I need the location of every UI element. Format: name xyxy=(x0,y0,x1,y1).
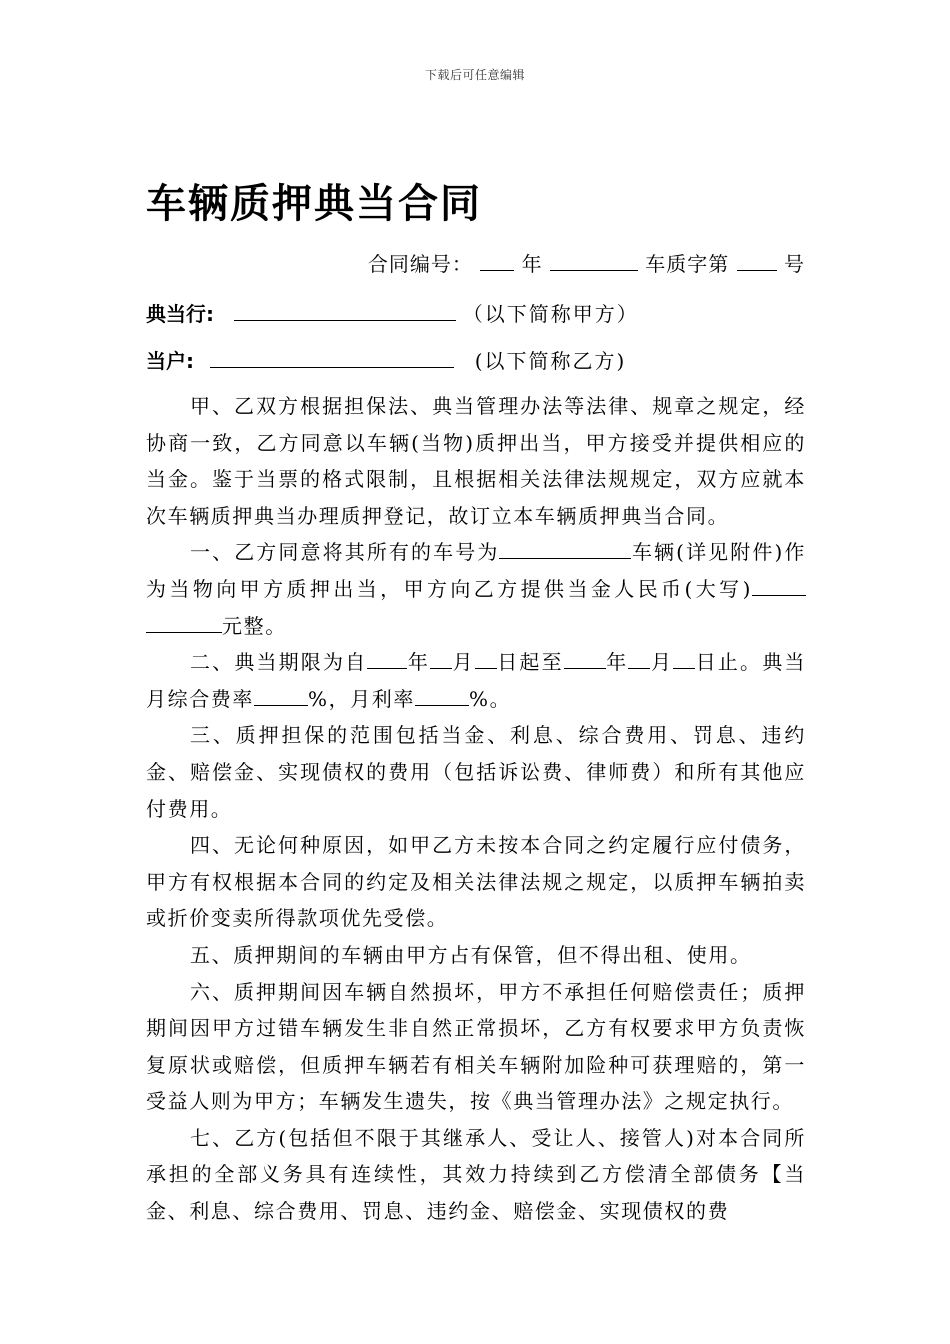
start-year-blank xyxy=(367,650,407,669)
fee-rate-blank xyxy=(254,687,308,706)
pawner-label: 当户: xyxy=(146,349,194,373)
pawnshop-name-blank xyxy=(234,302,456,321)
clause-7: 七、乙方(包括但不限于其继承人、受让人、接管人)对本合同所承担的全部义务具有连续性，其效力持续到乙方偿清全部债务【当金、利息、综合费用、罚息、违约金、赔偿金、实现债权的费 xyxy=(146,1125,806,1224)
clause-2-month-2: 月 xyxy=(650,650,674,675)
contract-middle-text: 车质字第 xyxy=(645,252,730,276)
pawner-name-blank xyxy=(210,349,454,368)
contract-serial-blank xyxy=(550,252,638,271)
pawnshop-note: （以下简称甲方） xyxy=(462,302,639,326)
end-year-blank xyxy=(564,650,606,669)
contract-number-line xyxy=(368,248,805,277)
clause-1-text-a: 一、乙方同意将其所有的车号为 xyxy=(190,540,500,565)
contract-year-suffix: 年 xyxy=(521,252,543,276)
clause-2-text-a: 二、典当期限为自 xyxy=(190,650,368,675)
pawner-line xyxy=(146,345,626,374)
pawner-note: (以下简称乙方) xyxy=(474,349,627,373)
clause-2-year: 年 xyxy=(407,650,430,675)
end-day-blank xyxy=(673,650,695,669)
pawnshop-line xyxy=(146,298,639,327)
clause-2 xyxy=(146,644,806,717)
amount-blank-1 xyxy=(752,577,806,596)
contract-number-blank xyxy=(737,252,777,271)
amount-blank-2 xyxy=(146,614,222,633)
clause-6: 六、质押期间因车辆自然损坏，甲方不承担任何赔偿责任；质押期间因甲方过错车辆发生非自然正常损坏，乙方有权要求甲方负责恢复原状或赔偿，但质押车辆若有相关车辆附加险种可获理赔的，第一受益人则为甲方；车辆发生遗失，按《典当管理办法》之规定执行。 xyxy=(146,979,806,1114)
interest-rate-blank xyxy=(415,687,469,706)
clause-2-year-2: 年 xyxy=(605,650,629,675)
start-day-blank xyxy=(475,650,497,669)
end-month-blank xyxy=(628,650,650,669)
header-note: 下载后可任意编辑 xyxy=(424,68,525,82)
contract-year-blank xyxy=(480,252,514,271)
clause-2-month: 月 xyxy=(451,650,475,675)
clause-1 xyxy=(146,534,806,644)
clause-2-pct-text: %。 xyxy=(469,686,512,711)
clause-3: 三、质押担保的范围包括当金、利息、综合费用、罚息、违约金、赔偿金、实现债权的费用（包括诉讼费、律师费）和所有其他应付费用。 xyxy=(146,723,806,821)
contract-number-label: 合同编号： xyxy=(367,252,473,276)
clause-1-text-c: 元整。 xyxy=(222,613,287,638)
contract-body xyxy=(146,388,806,1230)
clause-1-text-b: 车辆(详见附件)作为当物向甲方质押出当，甲方向乙方提供当金人民币(大写) xyxy=(146,540,806,601)
contract-end-text: 号 xyxy=(784,252,805,276)
plate-number-blank xyxy=(499,540,631,559)
clause-5: 五、质押期间的车辆由甲方占有保管，但不得出租、使用。 xyxy=(190,942,752,967)
clause-2-day-from: 日起至 xyxy=(496,650,564,675)
intro-paragraph: 甲、乙双方根据担保法、典当管理办法等法律、规章之规定，经协商一致，乙方同意以车辆(当物)质押出当，甲方接受并提供相应的当金。鉴于当票的格式限制，且根据相关法律法规规定，双方应就本次车辆质押典当办理质押登记，故订立本车辆质押典当合同。 xyxy=(146,394,806,528)
document-title: 车辆质押典当合同 xyxy=(146,181,482,227)
start-month-blank xyxy=(430,650,452,669)
clause-4: 四、无论何种原因，如甲乙方未按本合同之约定履行应付债务，甲方有权根据本合同的约定及相关法律法规之规定，以质押车辆拍卖或折价变卖所得款项优先受偿。 xyxy=(146,833,806,931)
pawnshop-label: 典当行: xyxy=(146,302,214,326)
clause-2-rate-text: %，月利率 xyxy=(308,686,416,711)
clause-2-text-end: 日止。典当月综合费率 xyxy=(146,650,806,711)
